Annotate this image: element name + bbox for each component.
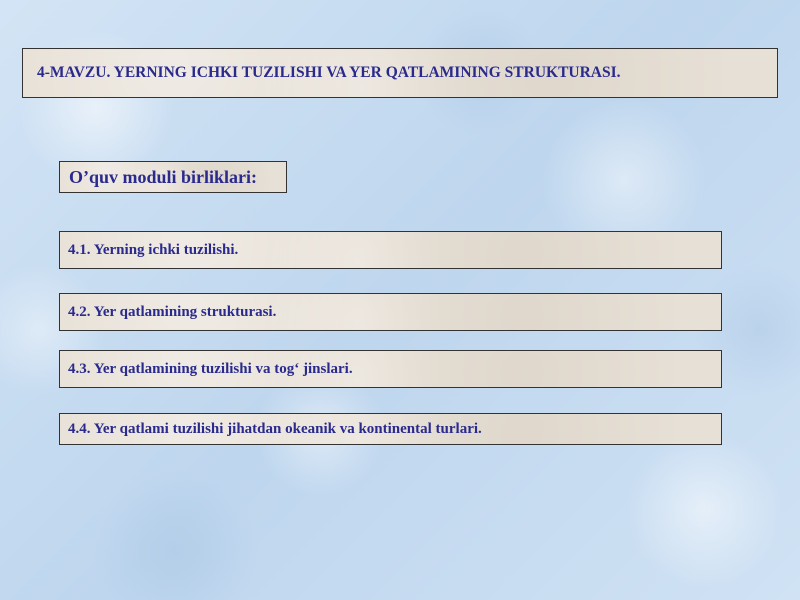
- module-unit-label: 4.3. Yer qatlamining tuzilishi va tog‘ jinslari.: [68, 360, 353, 377]
- module-units-heading-box: [59, 161, 287, 193]
- module-unit-item: [59, 350, 722, 388]
- module-units-heading: O’quv moduli birliklari:: [69, 166, 258, 187]
- module-unit-item: [59, 413, 722, 445]
- module-unit-label: 4.1. Yerning ichki tuzilishi.: [68, 241, 239, 258]
- module-unit-label: 4.4. Yer qatlami tuzilishi jihatdan okeanik va kontinental turlari.: [68, 420, 482, 437]
- slide-title-box: [22, 48, 778, 98]
- module-unit-item: [59, 293, 722, 331]
- slide-title: 4-MAVZU. YERNING ICHKI TUZILISHI VA YER QATLAMINING STRUKTURASI.: [37, 64, 621, 81]
- module-unit-label: 4.2. Yer qatlamining strukturasi.: [68, 303, 277, 320]
- module-unit-item: [59, 231, 722, 269]
